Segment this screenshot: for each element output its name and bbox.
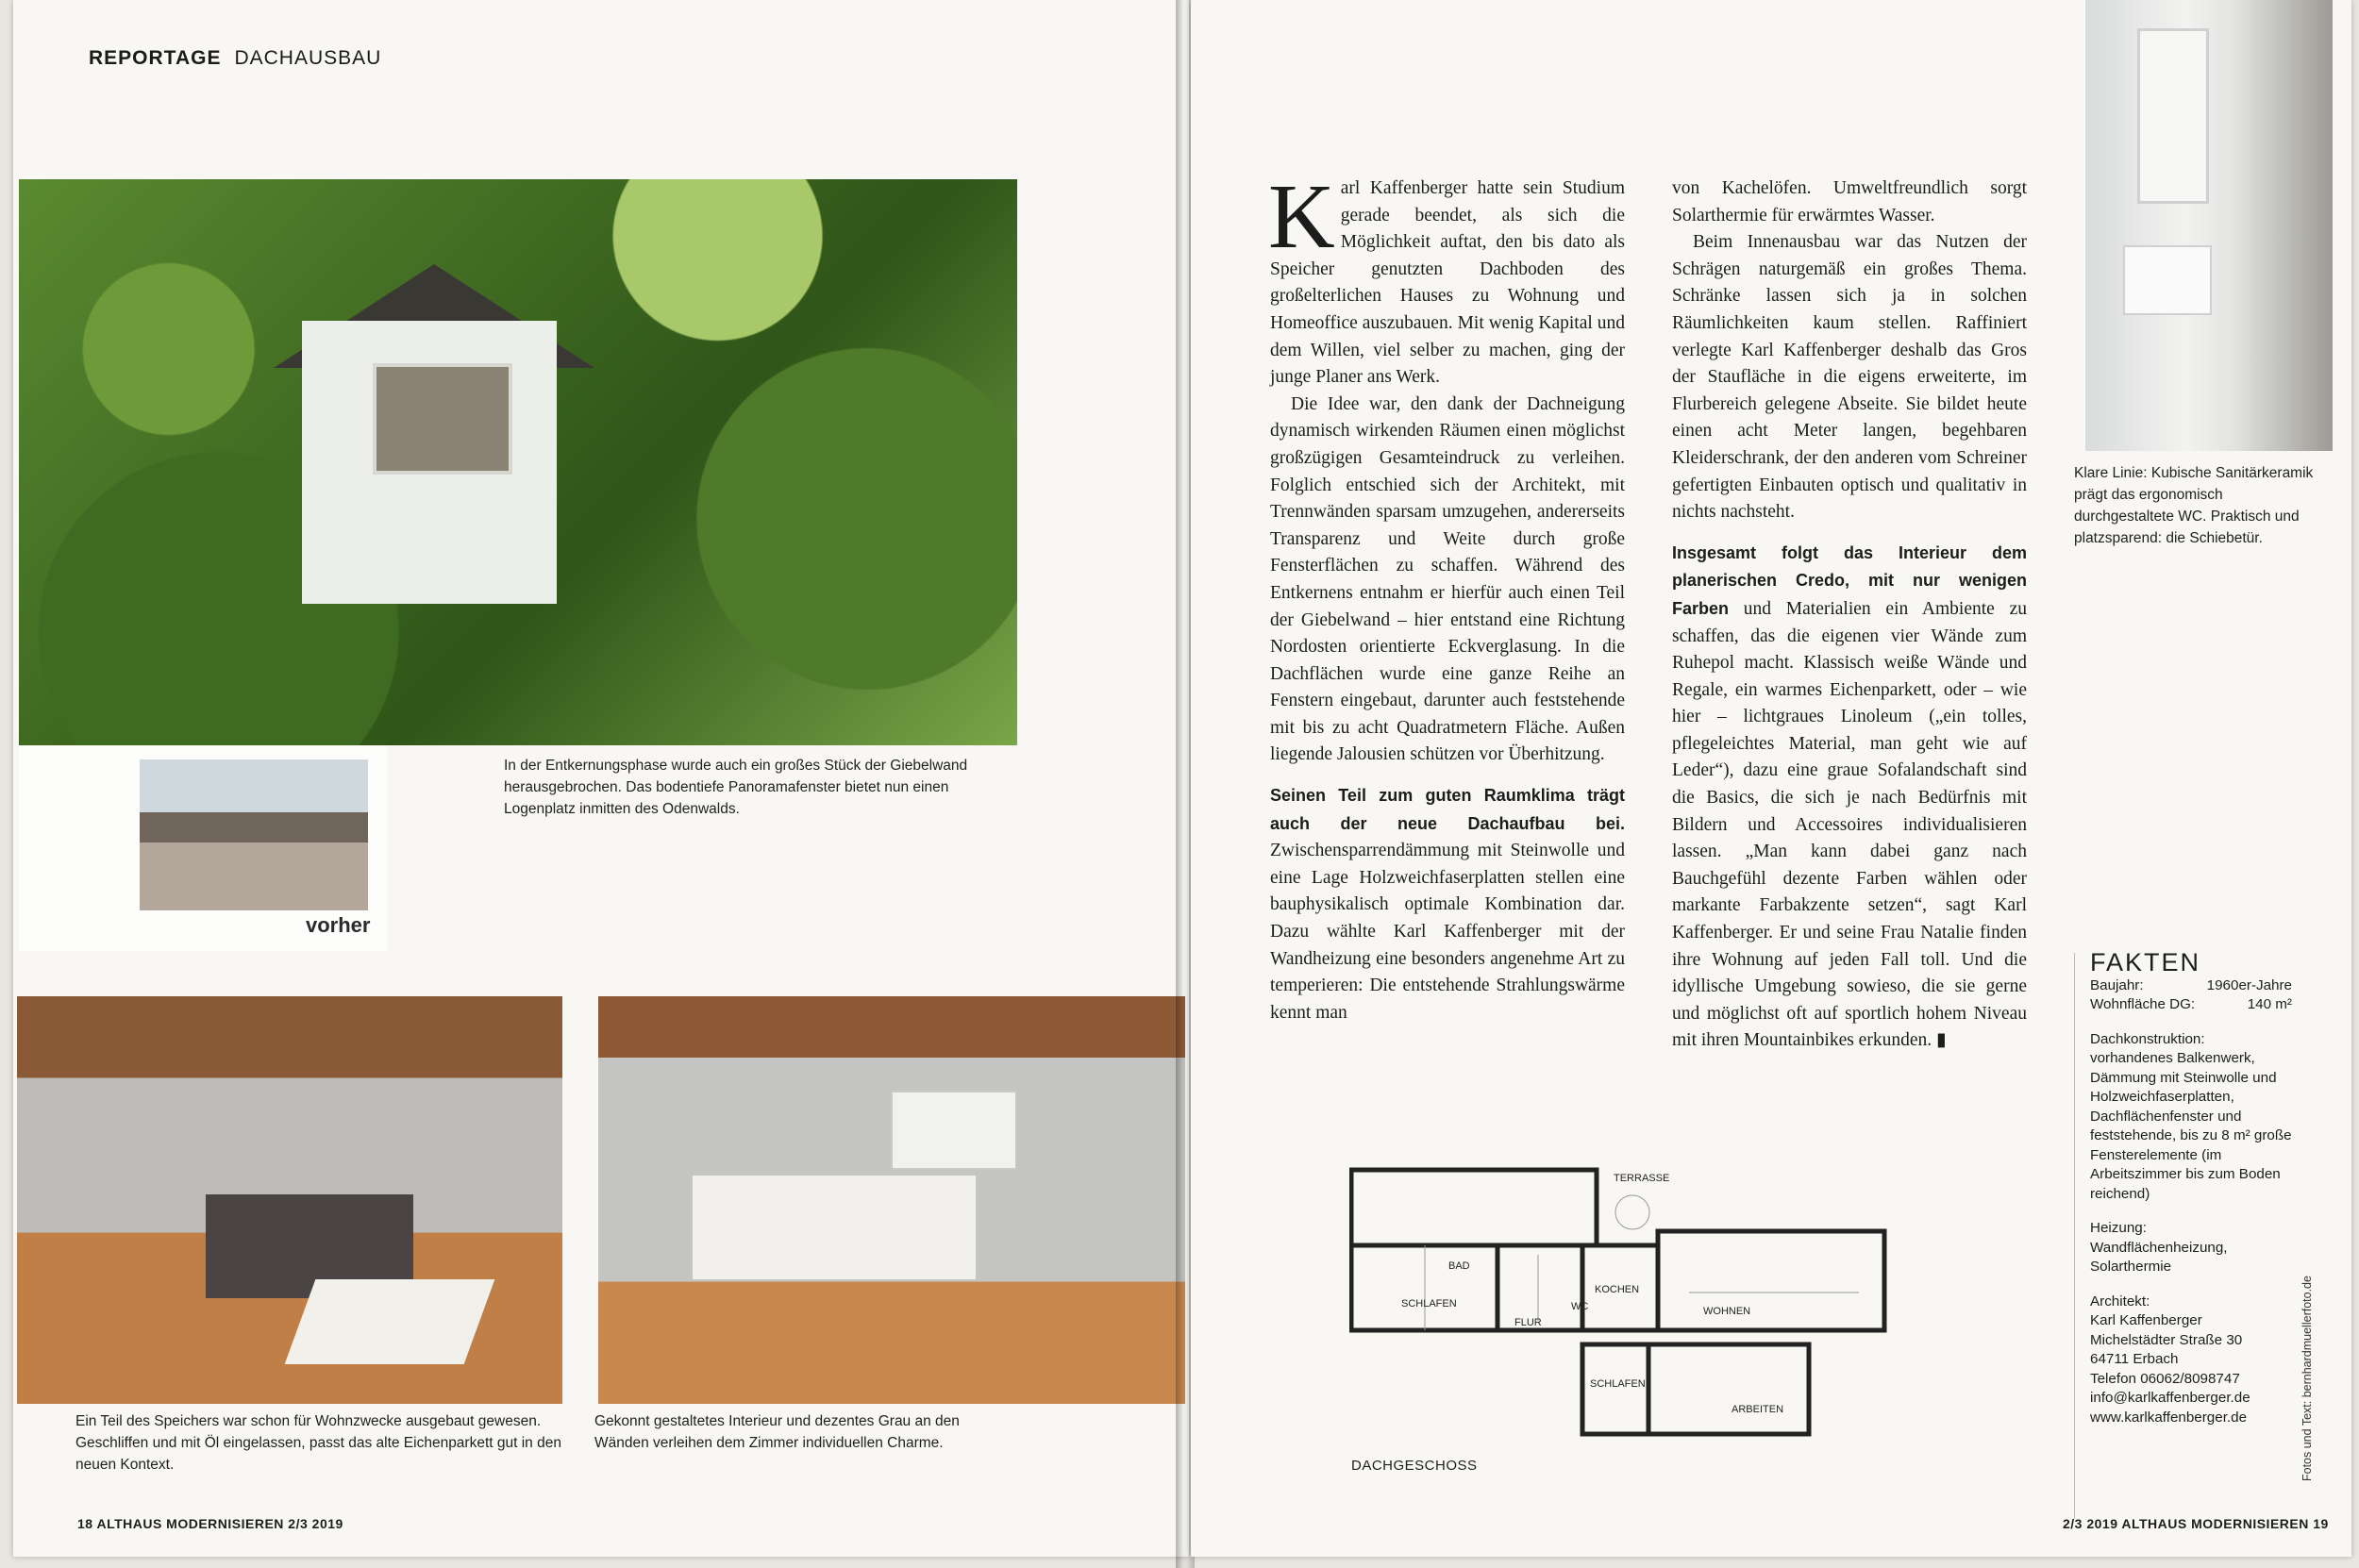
bedroom-caption: Ein Teil des Speichers war schon für Wohnzwecke ausgebaut gewesen. Geschliffen und mit Öl eingelassen, passt das alte Eichenparkett gut in den neuen Kontext. xyxy=(75,1413,561,1473)
architekt-line: 64711 Erbach xyxy=(2090,1351,2179,1367)
vorher-label: vorher xyxy=(306,913,371,937)
plan-label-schlafen-2: SCHLAFEN xyxy=(1590,1378,1646,1390)
house-photo xyxy=(19,179,1017,745)
plan-label-schlafen: SCHLAFEN xyxy=(1401,1298,1457,1309)
plan-terrace-table xyxy=(1615,1195,1649,1229)
left-folio xyxy=(77,1516,343,1531)
panorama-window xyxy=(373,363,512,475)
col2-lead: Insgesamt folgt das Interieur dem planerischen Credo, mit nur wenigen Farben xyxy=(1672,542,2027,618)
topic-label: DACHAUSBAU xyxy=(234,47,382,69)
architekt-block xyxy=(2090,1293,2298,1428)
fakten-row xyxy=(2090,995,2298,1015)
article-paragraph xyxy=(1672,540,2027,1055)
drop-cap: K xyxy=(1268,166,1335,268)
house-caption: In der Entkernungsphase wurde auch ein großes Stück der Giebelwand herausgebrochen. Das bodentiefe Panoramafenster bietet nun einen Logenplatz inmitten des Odenwalds. xyxy=(504,758,968,817)
credit-text: Fotos und Text: bernhardmuellerfoto.de xyxy=(2300,1276,2314,1481)
dach-label: Dachkonstruktion: xyxy=(2090,1030,2205,1047)
article-column-1 xyxy=(1268,166,1625,1026)
plan-label-arbeiten: ARBEITEN xyxy=(1732,1404,1784,1415)
photo-credit xyxy=(2300,1236,2319,1481)
wall-screen xyxy=(891,1091,1017,1170)
rug xyxy=(285,1279,495,1364)
section-label: REPORTAGE xyxy=(89,47,222,69)
baujahr-value: 1960er-Jahre xyxy=(2206,976,2292,993)
plan-roof-area xyxy=(1351,1170,1597,1245)
article-paragraph xyxy=(1268,166,1625,392)
col2-para1: von Kachelöfen. Umweltfreundlich sorgt Solarthermie für erwärmtes Wasser. xyxy=(1672,178,2027,225)
plan-room-wohnen xyxy=(1658,1231,1884,1330)
left-folio-text: ALTHAUS MODERNISIEREN 2/3 2019 xyxy=(96,1516,343,1531)
architekt-line: Michelstädter Straße 30 xyxy=(2090,1331,2243,1348)
baujahr-label: Baujahr: xyxy=(2090,976,2144,993)
bedroom-photo xyxy=(17,996,562,1404)
dach-text: vorhandenes Balkenwerk, Dämmung mit Steinwolle und Holzweichfaserplatten, Dachflächenfenster und feststehende, bis zu 8 m² große Fensterelemente (im Arbeitszimmer bis zum Boden reichend) xyxy=(2090,1050,2292,1202)
left-page xyxy=(13,0,1189,1557)
article-paragraph xyxy=(1270,782,1625,1026)
bathroom-caption: Gekonnt gestaltetes Interieur und dezentes Grau an den Wänden verleihen dem Zimmer individuellen Charme. xyxy=(594,1413,960,1451)
dach-block xyxy=(2090,1030,2298,1205)
wc-photo xyxy=(2085,0,2333,451)
heizung-label: Heizung: xyxy=(2090,1220,2147,1236)
plan-label-flur: FLUR xyxy=(1514,1317,1542,1328)
end-mark: ▮ xyxy=(1936,1030,1947,1051)
plan-label-bad: BAD xyxy=(1448,1260,1470,1272)
architekt-line: info@karlkaffenberger.de xyxy=(2090,1390,2250,1406)
col2-para2: Beim Innenausbau war das Nutzen der Schrägen naturgemäß ein großes Thema. Schränke lassen sich ja in solchen Räumlichkeiten kaum stellen. Raffiniert verlegte Karl Kaffenberger deshalb das Gros der Staufläche in die eigens erweiterte, im Flurbereich gelegene Abseite. Sie bildet heute einen acht Meter langen, begehbaren Kleiderschrank, der den anderen vom Schreiner gefertigten Einbauten optisch und qualitativ in nichts nachsteht. xyxy=(1672,232,2027,523)
vorher-photo xyxy=(140,759,368,910)
right-folio xyxy=(2063,1516,2329,1531)
floor-plan xyxy=(1349,1160,1887,1443)
fakten-box xyxy=(2074,948,2298,1519)
col1-para2: Die Idee war, den dank der Dachneigung dynamisch wirkenden Räumen einen möglichst großzügigen Gesamteindruck zu verleihen. Folglich entschied sich der Architekt, mit Trennwänden sparsam umzugehen, andererseits Transparenz und Weite durch große Fensterflächen zu schaffen. Während des Entkernens entnahm er hierfür auch einen Teil der Giebelwand – hier entstand eine Richtung Nordosten orientierte Eckverglasung. In die Dachflächen wurde eine ganze Reihe an Fenstern eingebaut, darunter auch feststehende mit bis zu acht Quadratmetern Fläche. Außen liegende Jalousien schützen vor Überhitzung. xyxy=(1270,393,1625,765)
col1-para1: arl Kaffenberger hatte sein Studium gerade beendet, als sich die Möglichkeit auftat, den bis dato als Speicher genutzten Dachboden des großelterlichen Hauses zu Wohnung und Homeoffice auszubauen. Mit wenig Kapital und dem Willen, viel selber zu machen, ging der junge Planer ans Werk. xyxy=(1270,178,1625,388)
fakten-title: FAKTEN xyxy=(2090,948,2201,976)
col2-para3: und Materialien ein Ambiente zu schaffen, das die eigenen vier Wände zum Ruhepol macht. Klassisch weiße Wände und Regale, ein warmes Eichenparkett, oder – wie hier – lichtgraues Linoleum („ein tolles, pflegeleichtes Material, man geht wie auf Leder“), dazu eine graue Sofalandschaft sind die Basics, die sich je nach Bedürfnis mit Bildern und Accessoires individualisieren lassen. „Man kann dabei ganz nach Bauchgefühl dezente Farben wählen oder markante Farbakzente setzen“, sagt Karl Kaffenberger. Er und seine Frau Natalie finden ihre Wohnung auf jeden Fall toll. Und die idyllische Umgebung sowieso, die sie gerne und möglichst oft auf sportlich hohem Niveau mit ihren Mountainbikes erkunden. xyxy=(1672,598,2027,1051)
right-folio-text: 2/3 2019 ALTHAUS MODERNISIEREN xyxy=(2063,1516,2309,1531)
plan-label-kochen: KOCHEN xyxy=(1595,1284,1640,1295)
architekt-line: Telefon 06062/8098747 xyxy=(2090,1370,2240,1387)
heizung-text: Wandflächenheizung, Solarthermie xyxy=(2090,1239,2228,1275)
architekt-line: www.karlkaffenberger.de xyxy=(2090,1409,2248,1426)
plan-room-arbeiten xyxy=(1648,1344,1809,1434)
heizung-block xyxy=(2090,1219,2298,1277)
wohnflaeche-label: Wohnfläche DG: xyxy=(2090,996,2196,1012)
bathtub xyxy=(693,1176,976,1279)
left-page-number: 18 xyxy=(77,1516,93,1531)
fakten-row xyxy=(2090,976,2298,996)
wohnflaeche-value: 140 m² xyxy=(2247,996,2292,1012)
wc-sink xyxy=(2123,245,2212,315)
article-column-2 xyxy=(1672,175,2027,1055)
col1-para3: Zwischensparrendämmung mit Steinwolle und eine Lage Holzweichfaserplatten stellen eine bauphysikalisch optimale Kombination dar. Dazu wählte Karl Kaffenberger mit der Wandheizung eine besonders angenehme Art zu temperieren: Die entstehende Strahlungswärme kennt man xyxy=(1270,841,1625,1023)
wc-mirror xyxy=(2137,28,2209,204)
plan-label-terrasse: TERRASSE xyxy=(1614,1173,1670,1184)
architekt-label: Architekt: xyxy=(2090,1293,2150,1309)
plan-label-wohnen: WOHNEN xyxy=(1703,1306,1751,1317)
plan-caption: DACHGESCHOSS xyxy=(1351,1458,1478,1474)
wc-caption: Klare Linie: Kubische Sanitärkeramik prägt das ergonomisch durchgestaltete WC. Praktisch und platzsparend: die Schiebetür. xyxy=(2074,465,2314,546)
section-header xyxy=(89,47,381,70)
plan-label-wc: WC xyxy=(1571,1301,1589,1312)
right-page-number: 19 xyxy=(2313,1516,2329,1531)
col1-lead: Seinen Teil zum guten Raumklima trägt auch der neue Dachaufbau bei. xyxy=(1270,786,1625,833)
bathroom-photo xyxy=(598,996,1185,1404)
architekt-line: Karl Kaffenberger xyxy=(2090,1312,2202,1328)
